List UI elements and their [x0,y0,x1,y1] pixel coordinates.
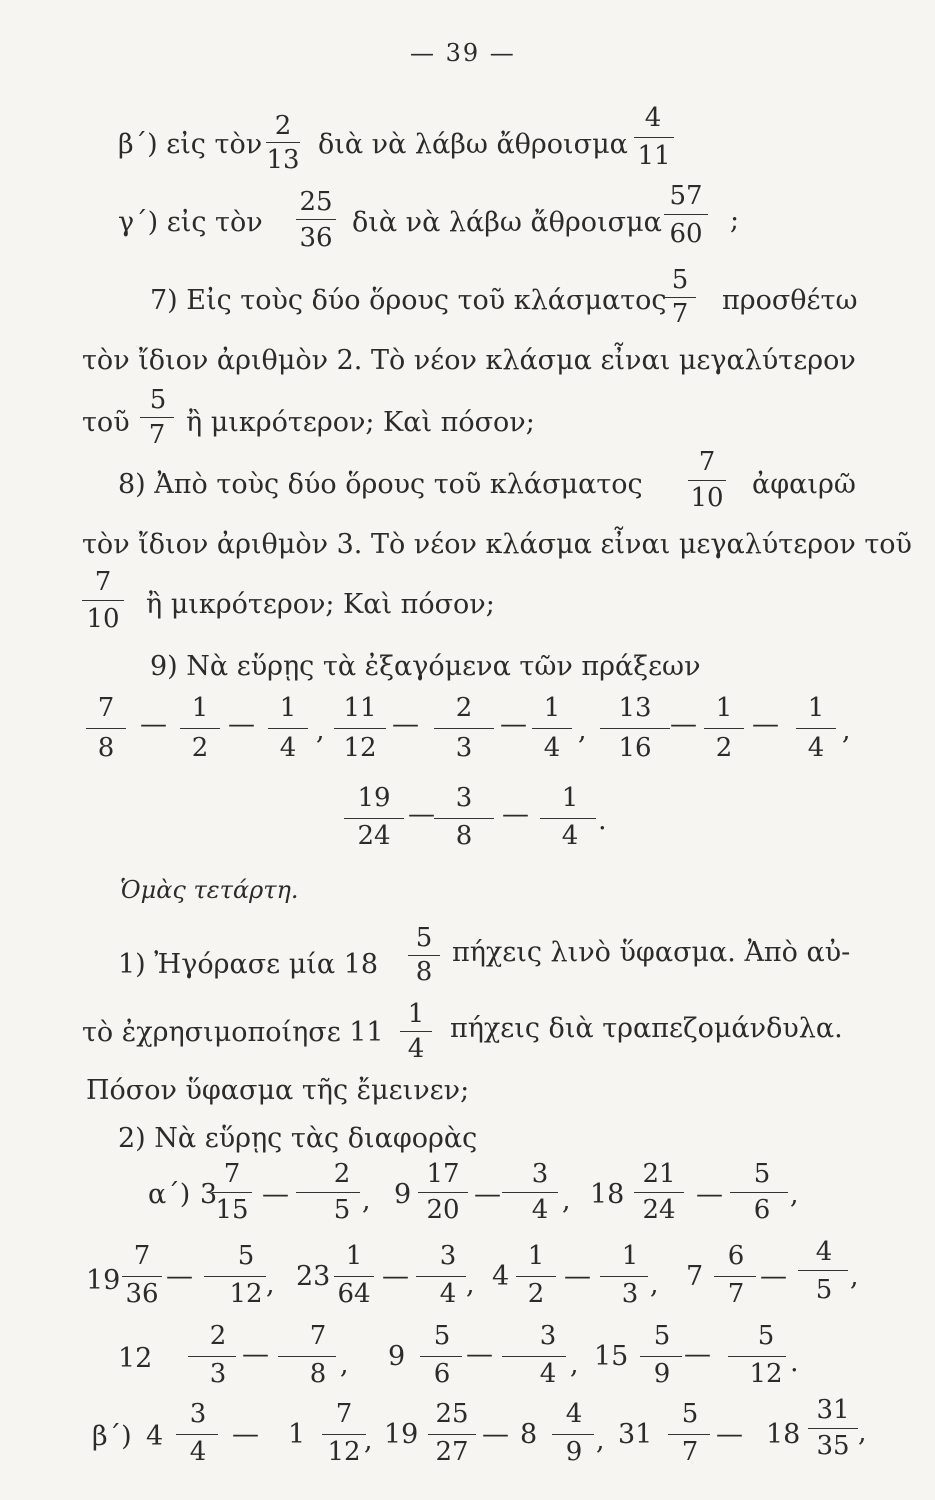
g4-ex1-frac2-num: 1 [407,999,425,1029]
fraction-bar [730,1192,788,1193]
frac-num: 25 [435,1399,469,1429]
frac-den: 3 [621,1279,639,1309]
comma: , [316,715,325,746]
frac-num: 5 [653,1321,671,1351]
ex9-frac-den: 12 [343,733,377,763]
frac-den: 15 [215,1195,249,1225]
whole-number: 9 [388,1341,406,1372]
frac-num: 5 [757,1321,775,1351]
ex9-frac-num: 7 [97,693,115,723]
ex9-frac-num: 13 [618,693,652,723]
whole-number: 4 [146,1421,164,1452]
minus-sign: — [140,709,167,740]
frac-den: 35 [816,1431,850,1461]
fraction-bar [434,818,494,819]
minus-sign: — [228,709,255,740]
ex8-frac-num: 7 [698,447,716,477]
ex6g-label: γ΄) εἰς τὸν [118,207,263,238]
frac-den: 9 [565,1437,583,1467]
fraction-bar [322,1434,366,1435]
comma: , [596,1425,605,1456]
frac-num: 5 [237,1241,255,1271]
whole-number: 15 [594,1341,629,1372]
comma: , [858,1417,867,1448]
g4-ex1-start: 1) Ἠγόρασε μία 18 [118,949,379,980]
minus-sign: — [564,1261,591,1292]
frac-den: 7 [727,1279,745,1309]
frac-num: 1 [527,1241,545,1271]
minus-sign: — [382,1261,409,1292]
ex6g-end: ; [730,205,740,236]
frac-num: 7 [133,1241,151,1271]
frac-den: 4 [189,1437,207,1467]
ex6b-frac1-den: 13 [266,145,300,175]
minus-sign: — [482,1419,509,1450]
minus-sign: — [408,799,435,830]
frac-den: 4 [439,1279,457,1309]
section-heading: Ὁμὰς τετάρτη. [120,876,299,904]
fraction-bar [640,1356,682,1357]
ex7-start: 7) Εἰς τοὺς δύο ὅρους τοῦ κλάσματος [150,285,667,316]
whole-number: 23 [296,1261,331,1292]
frac-den: 20 [426,1195,460,1225]
whole-number: 19 [86,1265,121,1296]
fraction-bar [416,1276,466,1277]
whole-number: 18 [590,1179,625,1210]
ex9-frac-num: 2 [455,693,473,723]
frac-num: 3 [439,1241,457,1271]
ex8-line2: τὸν ἴδιον ἀριθμὸν 3. Τὸ νέον κλάσμα εἶναι μεγαλύτερον τοῦ [82,529,912,560]
fraction-bar [600,1276,648,1277]
fraction-bar [502,1192,558,1193]
minus-sign: — [232,1419,259,1450]
comma: , [578,715,587,746]
fraction-bar [704,728,744,729]
fraction-bar [334,728,386,729]
fraction-bar [140,417,174,418]
fraction-bar [212,1192,252,1193]
frac-den: 12 [327,1437,361,1467]
frac-den: 4 [539,1359,557,1389]
minus-sign: — [752,709,779,740]
ex8-line3-post: ἢ μικρότερον; Καὶ πόσον; [146,589,495,620]
fraction-bar [728,1356,786,1357]
comma: , [266,1269,275,1300]
fraction-bar [434,728,494,729]
frac-num: 2 [209,1321,227,1351]
fraction-bar [296,219,336,220]
ex6g-frac2-num: 57 [669,181,703,211]
frac-num: 5 [753,1159,771,1189]
frac-num: 7 [335,1399,353,1429]
ex6g-mid: διὰ νὰ λάβω ἄθροισμα [352,207,662,238]
ex7-frac-den: 7 [671,299,689,329]
frac-num: 21 [642,1159,676,1189]
comma: , [364,1425,373,1456]
fraction-bar [600,728,670,729]
ex9-frac-num: 1 [807,693,825,723]
minus-sign: — [466,1339,493,1370]
ex6g-frac1-num: 25 [299,187,333,217]
fraction-bar [176,1434,218,1435]
ex8-frac3-num: 7 [94,567,112,597]
ex7-line3-post: ἢ μικρότερον; Καὶ πόσον; [186,407,535,438]
fraction-bar [428,1434,476,1435]
fraction-bar [334,1276,374,1277]
fraction-bar [532,728,572,729]
g4-ex2-a-label: α΄) [148,1179,191,1210]
frac-den: 27 [435,1437,469,1467]
minus-sign: — [166,1261,193,1292]
ex9-frac-den: 8 [455,821,473,851]
frac-den: 64 [337,1279,371,1309]
g4-ex1-frac2-den: 4 [407,1034,425,1064]
frac-num: 17 [426,1159,460,1189]
frac-den: 12 [749,1359,783,1389]
comma: , [650,1269,659,1300]
whole-number: 8 [520,1419,538,1450]
frac-den: 36 [125,1279,159,1309]
ex9-frac-num: 1 [561,783,579,813]
whole-number: 4 [492,1261,510,1292]
g4-ex2-start: 2) Νὰ εὕρῃς τὰς διαφορὰς [118,1123,478,1154]
frac-den: 12 [229,1279,263,1309]
fraction-bar [278,1356,336,1357]
fraction-bar [296,1192,360,1193]
ex9-frac-den: 2 [715,733,733,763]
whole-number: 12 [118,1343,153,1374]
minus-sign: — [474,1179,501,1210]
fraction-bar [634,137,674,138]
frac-den: 24 [642,1195,676,1225]
fraction-bar [796,728,836,729]
fraction-bar [664,297,696,298]
fraction-bar [714,1276,756,1277]
fraction-bar [540,818,596,819]
ex6g-frac2-den: 60 [669,219,703,249]
frac-den: 9 [653,1359,671,1389]
ex9-frac-den: 4 [561,821,579,851]
ex8-start: 8) Ἀπὸ τοὺς δύο ὅρους τοῦ κλάσματος [118,469,643,500]
ex6b-frac1-num: 2 [274,111,292,141]
minus-sign: — [670,709,697,740]
frac-num: 3 [531,1159,549,1189]
minus-sign: — [500,709,527,740]
fraction-bar [268,728,308,729]
ex9-frac-den: 4 [279,733,297,763]
frac-num: 3 [539,1321,557,1351]
fraction-bar [188,1356,236,1357]
fraction-bar [400,1031,432,1032]
g4-ex1-frac-den: 8 [415,957,433,987]
fraction-bar [86,728,126,729]
ex9-frac-num: 1 [715,693,733,723]
whole-number: 18 [766,1419,801,1450]
ex6b-mid: διὰ νὰ λάβω ἄθροισμα [318,129,628,160]
ex9-frac-num: 3 [455,783,473,813]
comma: , [570,1349,579,1380]
whole-number: 3 [200,1179,218,1210]
frac-den: 7 [681,1437,699,1467]
minus-sign: — [716,1419,743,1450]
period: . [598,805,607,836]
fraction-bar [180,728,220,729]
minus-sign: — [262,1179,289,1210]
ex7-frac-num: 5 [671,265,689,295]
fraction-bar [808,1428,858,1429]
comma: , [562,1185,571,1216]
g4-ex1-line2-pre: τὸ ἐχρησιμοποίησε 11 [82,1017,384,1048]
ex9-frac-den: 4 [543,733,561,763]
frac-den: 4 [531,1195,549,1225]
comma: , [790,1179,799,1210]
ex9-frac-num: 11 [343,693,377,723]
ex9-frac-den: 8 [97,733,115,763]
frac-den: 5 [815,1275,833,1305]
frac-num: 1 [621,1241,639,1271]
fraction-bar [688,480,726,481]
ex9-frac-den: 4 [807,733,825,763]
comma: , [362,1185,371,1216]
fraction-bar [516,1276,556,1277]
ex9-frac-num: 1 [543,693,561,723]
frac-den: 5 [333,1195,351,1225]
ex7-frac3-den: 7 [148,420,166,450]
frac-num: 7 [309,1321,327,1351]
minus-sign: — [502,799,529,830]
fraction-bar [420,1356,462,1357]
page-number: — 39 — [410,39,516,67]
ex7-line3-pre: τοῦ [82,407,130,438]
fraction-bar [82,600,124,601]
ex7-line2: τὸν ἴδιον ἀριθμὸν 2. Τὸ νέον κλάσμα εἶναι μεγαλύτερον [82,345,856,376]
ex9-frac-num: 19 [357,783,391,813]
frac-den: 6 [753,1195,771,1225]
comma: , [842,715,851,746]
frac-num: 4 [815,1237,833,1267]
fraction-bar [408,955,440,956]
g4-ex1-line2-post: πήχεις διὰ τραπεζομάνδυλα. [450,1013,843,1044]
fraction-bar [122,1276,162,1277]
g4-ex1-line3: Πόσον ὕφασμα τῆς ἔμεινεν; [86,1075,470,1106]
ex9-frac-den: 24 [357,821,391,851]
fraction-bar [664,214,708,215]
fraction-bar [634,1192,684,1193]
frac-num: 4 [565,1399,583,1429]
comma: , [850,1261,859,1292]
frac-num: 31 [816,1395,850,1425]
ex7-after: προσθέτω [722,285,858,316]
fraction-bar [204,1276,266,1277]
frac-den: 3 [209,1359,227,1389]
ex6b-frac2-num: 4 [644,103,662,133]
g4-ex2-b-label: β΄) [92,1421,132,1452]
frac-num: 1 [345,1241,363,1271]
ex8-frac3-den: 10 [86,604,120,634]
frac-num: 5 [433,1321,451,1351]
ex9-frac-den: 2 [191,733,209,763]
g4-ex1-after: πήχεις λινὸ ὕφασμα. Ἀπὸ αὐ- [452,937,851,968]
fraction-bar [266,142,300,143]
whole-number: 9 [394,1179,412,1210]
whole-number: 19 [384,1419,419,1450]
period: . [790,1347,799,1378]
ex9-frac-den: 16 [618,733,652,763]
frac-num: 5 [681,1399,699,1429]
ex9-frac-num: 1 [191,693,209,723]
fraction-bar [668,1434,710,1435]
frac-den: 2 [527,1279,545,1309]
ex8-after: ἀφαιρῶ [752,469,856,500]
whole-number: 1 [288,1419,306,1450]
minus-sign: — [684,1339,711,1370]
frac-num: 3 [189,1399,207,1429]
ex9-frac-den: 3 [455,733,473,763]
fraction-bar [344,818,404,819]
comma: , [466,1269,475,1300]
whole-number: 7 [686,1261,704,1292]
minus-sign: — [392,709,419,740]
minus-sign: — [760,1261,787,1292]
g4-ex1-frac-num: 5 [415,923,433,953]
frac-num: 7 [223,1159,241,1189]
minus-sign: — [696,1179,723,1210]
minus-sign: — [242,1339,269,1370]
ex9-start: 9) Νὰ εὕρῃς τὰ ἐξαγόμενα τῶν πράξεων [150,651,701,682]
comma: , [340,1349,349,1380]
ex8-frac-den: 10 [690,483,724,513]
fraction-bar [798,1270,848,1271]
frac-num: 6 [727,1241,745,1271]
ex9-frac-num: 1 [279,693,297,723]
whole-number: 31 [618,1419,653,1450]
ex6b-frac2-den: 11 [637,141,671,171]
ex7-frac3-num: 5 [149,385,167,415]
fraction-bar [502,1356,566,1357]
frac-den: 8 [309,1359,327,1389]
ex6b-label: β΄) εἰς τὸν [118,129,263,160]
frac-den: 6 [433,1359,451,1389]
ex6g-frac1-den: 36 [299,223,333,253]
frac-num: 2 [333,1159,351,1189]
fraction-bar [418,1192,468,1193]
fraction-bar [552,1434,594,1435]
